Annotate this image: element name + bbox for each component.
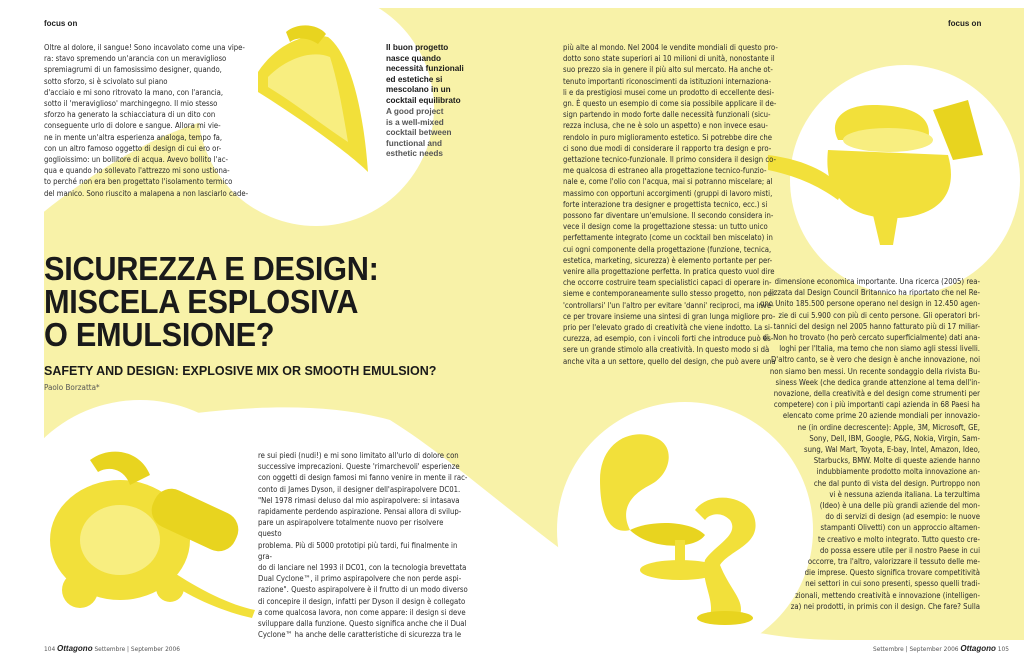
issue-date-right: Settembre | September 2006: [873, 645, 959, 653]
issue-date-left: Settembre | September 2006: [94, 645, 180, 653]
vacuum-cleaner-illustration: [30, 440, 260, 620]
footer-right: [873, 644, 1009, 653]
pull-quote-italian: Il buon progetto nasce quando necessità funzionali ed estetiche si mescolano in un cocktail equilibrato: [386, 43, 464, 105]
body-column-center-bottom: re sui piedi (nudi!) e mi sono limitato all'urlo di dolore con successive imprecazioni. Queste 'rimarchevoli' esperienze con oggetti di design famosi mi fanno venire in mente il rac- conto di James Dyson, il designer dell'aspirapolvere DC01. "Nel 1978 rimasi deluso dal mio aspirapolvere: si intasava rapidamente perdendo aspirazione. Pensai allora di svilup- pare un aspirapolvere totalmente nuovo per risolvere questo problema. Più di 5000 prototipi più tardi, fui finalmente in gra- do di lanciare nel 1993 il DC01, con la tecnologia brevettata Dual Cyclone™, il primo aspirapolvere che non perde aspi- razione". Questo aspirapolvere è il frutto di un modo diverso di concepire il design, infatti per Dyson il design è collegato a come qualcosa lavora, non come appare: il design si deve sviluppare dalla funzione. Questo significa anche che il Dual Cyclone™ ha anche delle caratteristiche di sicurezza tra le: [258, 451, 468, 640]
iron-illustration: [238, 22, 378, 182]
article-subtitle: SAFETY AND DESIGN: EXPLOSIVE MIX OR SMOOTH EMULSION?: [44, 364, 437, 378]
body-column-left-top: Oltre al dolore, il sangue! Sono incavolato come una vipe- ra: stavo spremendo un'arancia con un meraviglioso spremiagrumi di un famosissimo designer, quando, sotto sforzo, si è scivolato sul piano d'acciaio e mi sono ritrovato la mano, con l'arancia, sotto il 'meraviglioso' marchingegno. Il mio stesso sforzo ha generato la schiacciatura di un dito con conseguente urlo di dolore e sangue. Allora mi vie- ne in mente un'altra esperienza analoga, tempo fa, con un altro famoso oggetto di design di cui ero or- goglioissimo: un bollitore di acqua. Avevo bollito l'ac- qua e quando ho sollevato l'attrezzo mi sono ustiona- to perché non era ben progettato l'isolamento termico del manico. Sono riuscito a malapena a non lasciarlo cade-: [44, 43, 249, 198]
chair-ottoman-illustration: [590, 420, 770, 630]
pull-quote-english: A good project is a well-mixed cocktail between functional and esthetic needs: [386, 107, 452, 158]
magazine-name-right: Ottagono: [960, 644, 996, 653]
body-column-right-1: più alte al mondo. Nel 2004 le vendite mondiali di questo pro- dotto sono state superiori ai 10 milioni di unità, nonostante il suo prezzo sia in genere il più alto sul mercato. Ha anche ot- tenuto importanti riconoscimenti da istituzioni internaziona- li e da prestigiosi musei come un prodotto di eccellente desi- gn. È questo un esempio di come sia possibile applicare il de- sign partendo in modo forte dalle necessità funzionali (sicu- rezza inclusa, che ne è solo un aspetto) e non invece esau- rendolo in puro miglioramento estetico. Si potrebbe dire che ci sono due modi di considerare il rapporto tra design e pro- gettazione tecnico-funzionale. Il primo considera il design co- me qualcosa di estraneo alla progettazione tecnico-funzio- nale e, come l'olio con l'acqua, mai si potranno miscelare; al massimo con opportuni accorgimenti (gruppi di lavoro misti, forte interazione tra designer e progettista tecnico, ecc.) si possono far diventare un'emulsione. Il secondo considera in- vece il design come la progettazione stessa: un tutto unico perfettamente integrato (come un cocktail ben miscelato) in cui ogni componente della progettazione (funzione, tecnica, estetica, marketing, sicurezza) è elemento portante per per- venire alla progettazione perfetta. In pratica questo vuol dire che occorre costruire team specialistici capaci di operare in- sieme e contemporaneamente sullo stesso progetto, non per 'controllarsi' l'un l'altro per evitare 'danni' reciproci, ma inve- ce per trovare insieme una sintesi di gran lunga migliore pro- prio per l'elevato grado di creatività che viene indotto. La si- curezza, ad esempio, con i vincoli forti che introduce può es- sere un grande stimolo alla creatività. In questo modo si dà anche vita a un settore, quello del design, che può avere una: [563, 43, 778, 366]
page-number-left: 104: [44, 645, 56, 653]
article-title: [44, 252, 416, 351]
page-number-right: 105: [997, 645, 1009, 653]
article-author: Paolo Borzatta*: [44, 383, 100, 392]
kettle-illustration: [768, 100, 998, 250]
title-line-1: SICUREZZA E DESIGN:: [44, 250, 379, 287]
magazine-name-left: Ottagono: [57, 644, 93, 653]
title-line-2: MISCELA ESPLOSIVA: [44, 283, 359, 320]
title-line-3: O EMULSIONE?: [44, 316, 275, 353]
section-header-left: focus on: [44, 19, 78, 28]
body-column-right-2: dimensione economica importante. Una ricerca (2005) rea- lizzata dal Design Council Britannico ha riportato che nel Re- gno Unito 185.500 persone operano nel design in 12.450 agen- zie di cui 5.900 con più di cento persone. Gli operatori bri- tannici del design nel 2005 hanno fatturato più di 17 miliar- di. Non ho trovato (ho però cercato superficialmente) dati ana- loghi per l'Italia, ma temo che non siamo agli stessi livelli. D'altro canto, se è vero che design è anche innovazione, noi non siamo ben messi. Un recente sondaggio della rivista Bu- siness Week (che dedica grande attenzione al tema dell'in- novazione, della creatività e del design come strumenti per competere) con i più importanti capi azienda in 68 Paesi ha elencato come prime 20 aziende mondiali per innovazio- ne (in ordine decrescente): Apple, 3M, Microsoft, GE, Sony, Dell, IBM, Google, P&G, Nokia, Virgin, Sam- sung, Wal Mart, Toyota, E-bay, Intel, Amazon, Ideo, Starbucks, BMW. Molte di queste aziende hanno indubbiamente prodotto molta innovazione an- che dal punto di vista del design. Purtroppo non vi è nessuna azienda italiana. La terzultima (Ideo) è una delle più grandi aziende del mon- do di servizi di design (ad esempio: le nuove stampanti Olivetti) con un approccio altamen- te creativo e molto integrato. Tutto questo cre- do possa essere utile per il nostro Paese in cui occorre, tra l'altro, valorizzare il tessuto delle me- die imprese. Questo significa trovare competitività nei settori in cui sono presenti, spesso quelli tradi- zionali, mettendo creatività e innovazione (intelligen- za) nei prodotti, in primis con il design. Che fare? Sulla: [760, 277, 980, 611]
footer-left: [44, 644, 180, 653]
section-header-right: focus on: [948, 19, 982, 28]
